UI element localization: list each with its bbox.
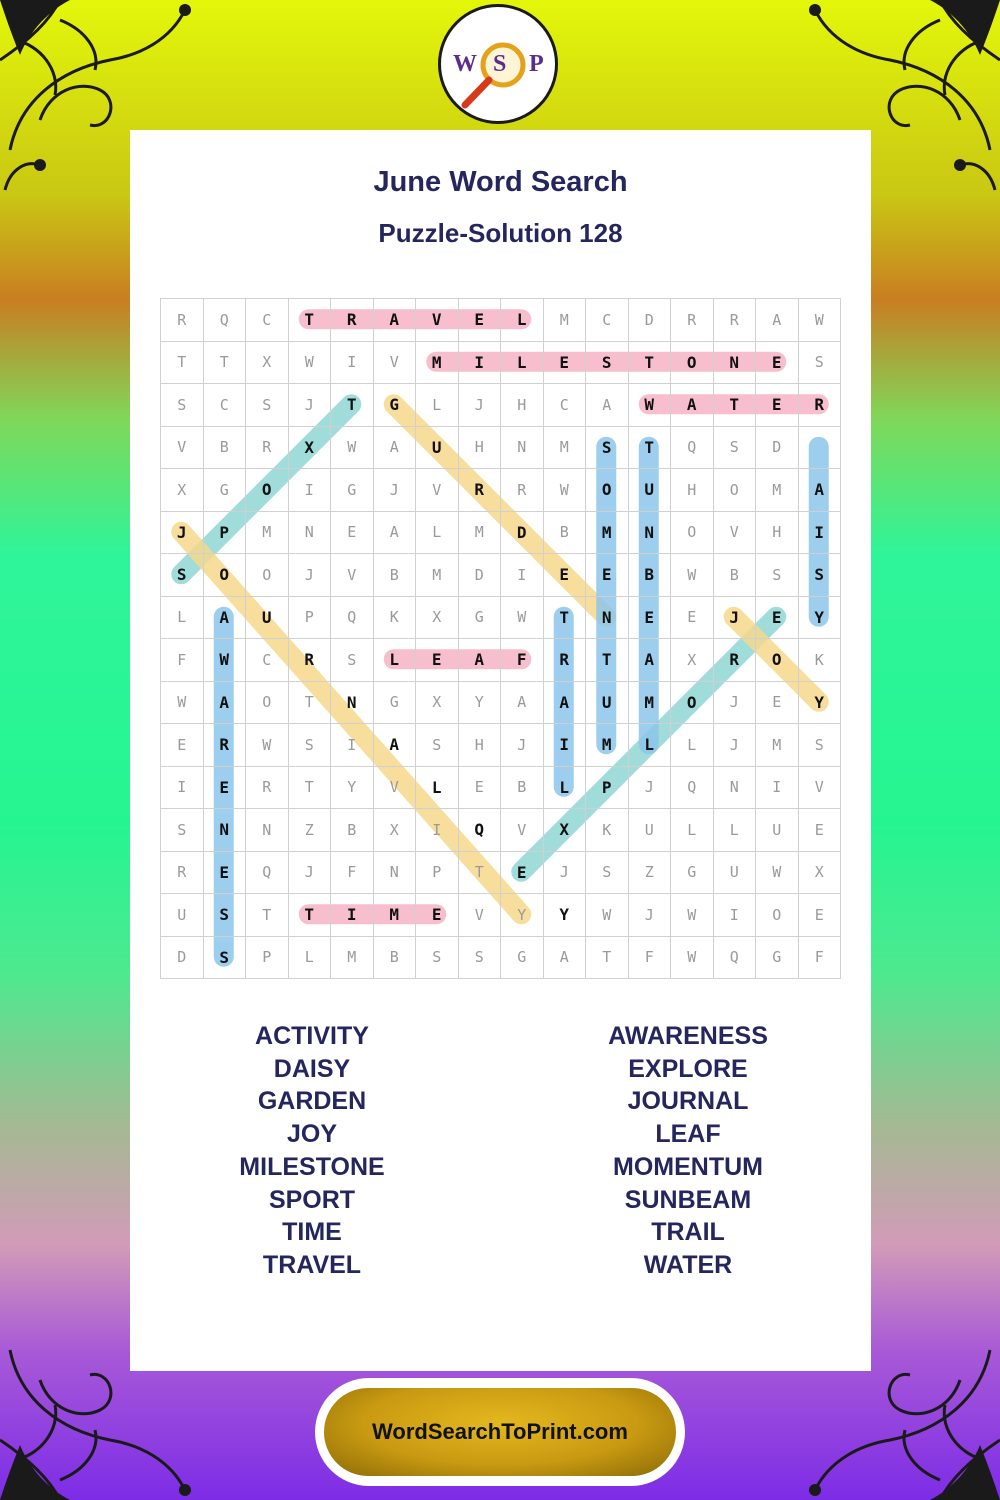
grid-cell: T [544,597,587,640]
grid-cell: K [799,639,842,682]
grid-cell: W [289,342,332,385]
grid-cell: C [204,384,247,427]
grid-cell: O [204,554,247,597]
grid-cell: J [501,724,544,767]
grid-cell: T [289,299,332,342]
page-title: June Word Search [373,166,628,198]
grid-cell: Z [629,852,672,895]
word-item: EXPLORE [628,1054,748,1083]
grid-cell: J [544,852,587,895]
grid-cell: C [544,384,587,427]
word-item: SUNBEAM [624,1185,752,1214]
puzzle-card [130,130,871,1371]
grid-cell: T [289,767,332,810]
word-item: WATER [643,1250,733,1279]
grid-cell: R [544,639,587,682]
grid-cell: N [204,809,247,852]
grid-cell: T [629,427,672,470]
grid-cell: A [799,469,842,512]
grid-cell: W [501,597,544,640]
grid-cell: S [331,639,374,682]
grid-cell: I [331,342,374,385]
grid-cell: S [586,342,629,385]
grid-cell: L [416,384,459,427]
grid-cell: Y [331,767,374,810]
grid-cell: G [459,597,502,640]
grid-cell: T [246,894,289,937]
grid-cell: L [161,597,204,640]
grid-cell: A [374,299,417,342]
grid-cell: E [161,724,204,767]
grid-cell: G [671,852,714,895]
grid-cell: S [161,809,204,852]
word-item: JOURNAL [627,1087,749,1116]
grid-cell: A [501,682,544,725]
grid-cell: U [246,597,289,640]
word-list-right [538,1020,838,1282]
grid-cell: E [204,852,247,895]
grid-cell: V [331,554,374,597]
grid-cell: A [374,724,417,767]
grid-cell: U [416,427,459,470]
grid-cell: H [459,427,502,470]
grid-cell: O [756,894,799,937]
grid-cell: Y [501,894,544,937]
grid-cell: Q [459,809,502,852]
grid-cell: E [586,554,629,597]
grid-cell: A [374,427,417,470]
grid-cell: M [544,299,587,342]
grid-cell: A [374,512,417,555]
grid-cell: G [204,469,247,512]
grid-cell: K [374,597,417,640]
grid-cell: D [629,299,672,342]
grid-cell: M [416,342,459,385]
grid-cell: R [331,299,374,342]
grid-cell: U [629,469,672,512]
grid-cell: L [671,809,714,852]
grid-cell: N [714,342,757,385]
grid-cell: H [756,512,799,555]
grid-cell: X [416,597,459,640]
grid-cell: S [714,427,757,470]
grid-cell: T [289,894,332,937]
site-link-pill[interactable] [324,1388,676,1476]
grid-cell: J [459,384,502,427]
grid-cell: P [416,852,459,895]
grid-cell: T [459,852,502,895]
grid-cell: X [799,852,842,895]
grid-cell: F [799,937,842,980]
grid-cell: R [799,384,842,427]
grid-cell: Z [289,809,332,852]
word-item: TRAIL [651,1218,725,1247]
grid-cell: S [586,852,629,895]
grid-cell: U [756,809,799,852]
grid-cell: Y [544,894,587,937]
grid-cell: D [161,937,204,980]
grid-cell: I [331,724,374,767]
grid-cell: X [671,639,714,682]
grid-cell: R [204,724,247,767]
grid-cell: P [586,767,629,810]
grid-cell: Q [671,767,714,810]
grid-cell: V [714,512,757,555]
grid-cell: I [544,724,587,767]
grid-cell: V [799,767,842,810]
grid-cell: W [204,639,247,682]
grid-cell: D [756,427,799,470]
grid-cell: B [714,554,757,597]
grid-cell: B [374,554,417,597]
grid-cell: L [416,767,459,810]
grid-cell: T [204,342,247,385]
grid-cell: W [671,554,714,597]
grid-cell: O [246,469,289,512]
grid-cell: I [756,767,799,810]
word-item: SPORT [268,1185,356,1214]
grid-cell: O [246,554,289,597]
grid-cell: E [629,597,672,640]
grid-cell: O [714,469,757,512]
grid-cell: Q [246,852,289,895]
grid-cell: Q [204,299,247,342]
grid-cell: C [246,299,289,342]
grid-cell: S [416,724,459,767]
grid-cell: J [161,512,204,555]
grid-cell: G [331,469,374,512]
grid-cell: S [204,894,247,937]
grid-cell: Q [714,937,757,980]
grid-cell: N [331,682,374,725]
grid-cell: L [289,937,332,980]
grid-cell: M [374,894,417,937]
grid-cell: B [374,937,417,980]
grid-cell: W [671,937,714,980]
grid-cell: O [671,682,714,725]
grid-cell: P [246,937,289,980]
grid-cell: S [204,937,247,980]
grid-cell: R [161,299,204,342]
grid-cell: R [246,767,289,810]
grid-cell: E [204,767,247,810]
grid-cell: N [289,512,332,555]
site-link-button[interactable] [315,1378,685,1486]
grid-cell: M [459,512,502,555]
grid-cell: J [289,554,332,597]
grid-cell: M [586,724,629,767]
grid-cell: T [629,342,672,385]
grid-cell: R [289,639,332,682]
grid-cell: E [459,299,502,342]
word-item: AWARENESS [608,1022,768,1050]
logo-letter-s: S [493,51,507,77]
grid-cell: J [629,894,672,937]
grid-cell: L [501,342,544,385]
grid-cell: V [459,894,502,937]
grid-cell: S [246,384,289,427]
grid-cell: P [289,597,332,640]
grid-cell: V [161,427,204,470]
word-item: TRAVEL [262,1250,362,1279]
grid-cell: G [501,937,544,980]
grid-cell: X [289,427,332,470]
grid-cell: M [629,682,672,725]
grid-cell: D [501,512,544,555]
grid-cell: M [586,512,629,555]
grid-cell: T [714,384,757,427]
grid-cell: V [416,299,459,342]
grid-cell: G [374,682,417,725]
grid-cell: H [501,384,544,427]
grid-cell: J [289,852,332,895]
grid-cell: L [416,512,459,555]
grid-cell: A [629,639,672,682]
grid-cell: R [246,427,289,470]
grid-cell: J [714,682,757,725]
grid-cell: N [629,512,672,555]
grid-cell: F [331,852,374,895]
grid-cell: N [374,852,417,895]
grid-cell: I [799,512,842,555]
grid-cell: I [714,894,757,937]
grid-cell: U [629,809,672,852]
grid-cell: S [161,384,204,427]
grid-cell: N [246,809,289,852]
grid-cell: W [629,384,672,427]
grid-cell: B [501,767,544,810]
grid-cell: C [586,299,629,342]
word-item: DAISY [273,1054,351,1083]
grid-cell: F [629,937,672,980]
grid-cell: S [756,554,799,597]
grid-cell: D [459,554,502,597]
grid-cell: S [161,554,204,597]
grid-cell: W [671,894,714,937]
grid-cell: E [501,852,544,895]
grid-cell: X [161,469,204,512]
grid-cell: L [544,767,587,810]
grid-cell: N [714,767,757,810]
grid-cell: W [756,852,799,895]
grid-cell: L [671,724,714,767]
grid-cell: M [544,427,587,470]
grid-cell: E [756,597,799,640]
grid-cell: C [246,639,289,682]
page-subtitle: Puzzle-Solution 128 [378,218,623,248]
grid-cell: E [756,342,799,385]
grid-cell: S [799,554,842,597]
grid-cell: L [629,724,672,767]
grid-cell: Q [331,597,374,640]
grid-cell: G [374,384,417,427]
grid-cell: S [459,937,502,980]
grid-cell: A [544,937,587,980]
grid-cell: E [544,342,587,385]
grid-cell: R [161,852,204,895]
grid-cell: A [204,597,247,640]
grid-cell: T [289,682,332,725]
grid-cell: E [756,384,799,427]
grid-cell: E [799,894,842,937]
grid-cell: P [204,512,247,555]
word-item: ACTIVITY [255,1022,369,1050]
grid-cell: G [756,937,799,980]
grid-cell: X [374,809,417,852]
grid-cell: T [161,342,204,385]
grid-cell: V [374,342,417,385]
grid-cell: O [671,342,714,385]
grid-cell: Y [459,682,502,725]
grid-cell: I [289,469,332,512]
grid-cell: S [586,427,629,470]
site-logo[interactable] [438,4,558,124]
grid-cell: F [501,639,544,682]
grid-cell [799,427,842,470]
grid-cell: O [586,469,629,512]
grid-cell: W [586,894,629,937]
grid-cell: J [714,597,757,640]
grid-cell: A [671,384,714,427]
grid-cell: S [799,342,842,385]
grid-cell: I [459,342,502,385]
grid-cell: H [459,724,502,767]
grid-cell: A [544,682,587,725]
grid-cell: W [799,299,842,342]
grid-cell: W [161,682,204,725]
grid-cell: R [714,639,757,682]
word-search-grid [160,298,840,978]
grid-cell: E [331,512,374,555]
grid-cell: T [331,384,374,427]
grid-cell: E [544,554,587,597]
grid-cell: R [714,299,757,342]
grid-cell: T [586,937,629,980]
grid-cell: O [246,682,289,725]
word-item: JOY [286,1120,338,1149]
grid-cell: M [756,724,799,767]
grid-cell: N [586,597,629,640]
grid-cell: X [544,809,587,852]
grid-cell: E [671,597,714,640]
grid-cell: V [374,767,417,810]
grid-cell: M [416,554,459,597]
grid-cell: J [629,767,672,810]
grid-cell: A [204,682,247,725]
grid-cell: M [331,937,374,980]
grid-cell: X [246,342,289,385]
grid-cell: M [246,512,289,555]
grid-cell: R [501,469,544,512]
grid-cell: E [459,767,502,810]
grid-cell: W [331,427,374,470]
grid-cell: A [459,639,502,682]
word-item: GARDEN [257,1087,367,1116]
grid-cell: O [756,639,799,682]
grid-cell: O [671,512,714,555]
grid-cell: K [586,809,629,852]
word-item: LEAF [655,1120,721,1149]
grid-cell: Y [799,682,842,725]
grid-cell: L [501,299,544,342]
grid-cell: L [374,639,417,682]
grid-cell: Y [799,597,842,640]
grid-cell: W [246,724,289,767]
grid-cell: R [459,469,502,512]
word-item: TIME [282,1218,342,1247]
grid-cell: F [161,639,204,682]
grid-cell: E [416,639,459,682]
logo-letter-p: P [529,51,544,77]
grid-cell: S [799,724,842,767]
grid-cell: A [756,299,799,342]
grid-cell: T [586,639,629,682]
word-list-left [162,1020,462,1282]
grid-cell: I [501,554,544,597]
grid-cell: W [544,469,587,512]
grid-cell: A [586,384,629,427]
grid-cell: B [544,512,587,555]
grid-cell: I [161,767,204,810]
grid-cell: N [501,427,544,470]
grid-cell: M [756,469,799,512]
grid-cell: J [374,469,417,512]
grid-cell: R [671,299,714,342]
grid-cell: E [799,809,842,852]
word-item: MILESTONE [239,1152,385,1181]
site-link-label: WordSearchToPrint.com [372,1419,628,1444]
grid-cell: Q [671,427,714,470]
grid-cell: X [416,682,459,725]
grid-cell: S [289,724,332,767]
grid-cell: B [204,427,247,470]
grid-cell: V [416,469,459,512]
grid-cell: J [714,724,757,767]
grid-cell: V [501,809,544,852]
logo-letter-w: W [453,51,477,77]
grid-cell: J [289,384,332,427]
grid-cell: E [416,894,459,937]
grid-cell: I [416,809,459,852]
grid-cell: E [756,682,799,725]
grid-cell: L [714,809,757,852]
grid-cell: S [416,937,459,980]
word-item: MOMENTUM [613,1152,763,1181]
grid-cell: U [586,682,629,725]
grid-cell: B [331,809,374,852]
grid-cell: B [629,554,672,597]
grid-cell: I [331,894,374,937]
grid-cell: U [161,894,204,937]
grid-cell: U [714,852,757,895]
grid-cell: H [671,469,714,512]
